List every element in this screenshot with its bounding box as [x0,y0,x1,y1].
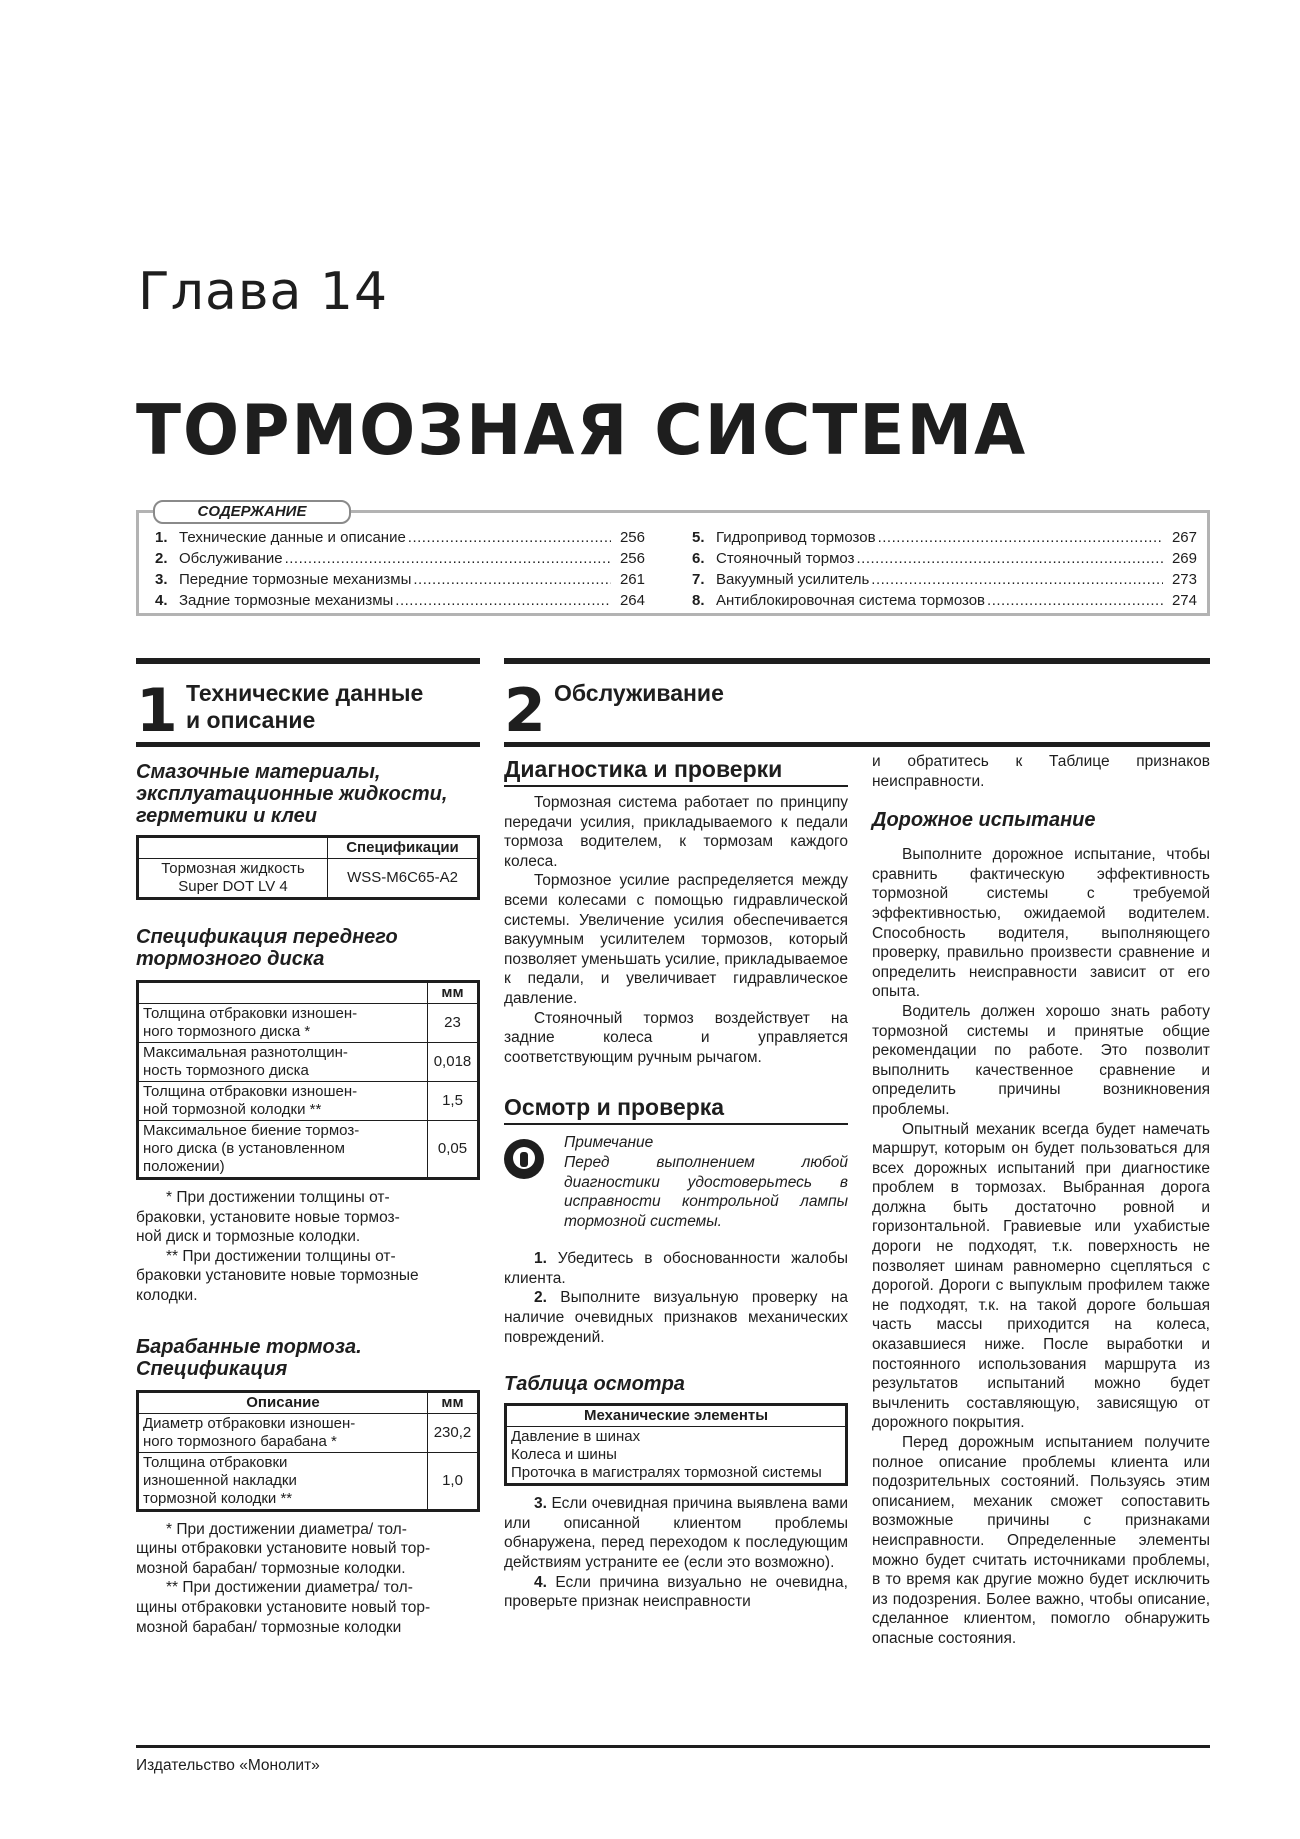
toc-label: СОДЕРЖАНИЕ [153,500,351,524]
inspection-table-heading: Таблица осмотра [504,1373,685,1396]
toc-page: 267 [1171,529,1197,546]
cell-line: ного тормозного барабана * [143,1432,337,1450]
heading-line: Спецификация переднего [136,926,398,948]
paragraph: и обратитесь к Таблице признаков неисправности. [872,753,1210,790]
toc-page: 274 [1171,592,1197,609]
toc-leader [413,569,611,590]
footnote-line: мозной барабан/ тормозные колодки. [136,1559,406,1577]
steps-list-2 [504,1494,848,1612]
cell-line: положении) [143,1158,225,1175]
table-header: Спецификации [328,837,479,859]
list-number: 4. [534,1573,547,1591]
toc-item-label: Задние тормозные механизмы [179,592,394,609]
list-number: 1. [534,1250,547,1268]
toc-page: 256 [619,529,645,546]
table-row [138,1121,479,1179]
paragraph: Выполните дорожное испытание, чтобы сравнить фактическую эффективность тормозной системы с требуемой эффективностью, ожидаемой водителем. Способность водителя, выполняющего проверку, правильно произвести сравнение и определить неисправности зависит от его опыта. [872,846,1210,1001]
list-item [504,1249,848,1288]
toc-page: 264 [619,592,645,609]
footnote [136,1520,480,1579]
toc-num: 7. [692,571,705,588]
publisher-footer: Издательство «Монолит» [136,1757,320,1774]
cell-line: ность тормозного диска [143,1062,309,1079]
table-empty-header [138,982,428,1004]
footnote-line: ** При достижении диаметра/ тол- [166,1579,413,1597]
toc-num: 6. [692,550,705,567]
mech-item: Колеса и шины [511,1446,617,1464]
mech-item: Проточка в магистралях тормозной системы [511,1464,822,1482]
table-header-row [138,982,479,1004]
footnote-line: ** При достижении толщины от- [166,1247,396,1265]
chapter-label: Глава 14 [138,262,389,322]
note-title: Примечание [564,1134,654,1152]
toc-left-column [155,527,645,611]
cell-line: Super DOT LV 4 [178,878,288,895]
section-2-header [504,664,848,746]
table-row [138,1413,479,1452]
cell-line: Толщина отбраковки изношен- [143,1005,358,1022]
toc-leader [395,590,611,611]
toc-leader [285,548,611,569]
toc-item-label: Технические данные и описание [179,529,406,546]
mech-item: Давление в шинах [511,1428,641,1446]
list-item [504,1288,848,1347]
footer-rule [136,1745,1210,1748]
section-rule [136,742,480,747]
toc-item-label: Стояночный тормоз [716,550,855,567]
inspection-table [504,1403,848,1486]
toc-leader [878,527,1163,548]
list-item [504,1494,848,1572]
list-item [504,1573,848,1612]
section-title-line: и описание [186,707,316,733]
toc-item-label: Передние тормозные механизмы [179,571,412,588]
toc-leader [408,527,611,548]
road-test-heading: Дорожное испытание [872,809,1096,832]
footnote [136,1578,480,1637]
cell-line: ного тормозного диска * [143,1023,311,1040]
cell-line: Тормозная жидкость [161,860,305,877]
steps-list [504,1249,848,1347]
drum-table [136,1390,480,1512]
cell-line: Диаметр отбраковки изношен- [143,1414,356,1432]
toc-leader [871,569,1163,590]
list-text: Если очевидная причина выявлена вами или описанной клиентом проблемы обнаружена, перед переходом к последующим действиям устраните ее (если это возможно). [504,1495,848,1572]
table-header-row [138,837,479,859]
table-row [506,1427,847,1485]
front-disc-table [136,980,480,1180]
toc-num: 1. [155,529,168,546]
inspection-heading: Осмотр и проверка [504,1093,848,1125]
footnote-line: ной диск и тормозные колодки. [136,1228,361,1246]
footnote [136,1188,480,1247]
note-block [504,1133,848,1231]
lubricants-heading [136,761,480,827]
toc-item[interactable] [692,590,1197,611]
table-cell [138,1452,428,1510]
table-row [138,1004,479,1043]
section-number: 2 [504,676,546,746]
drum-notes [136,1520,480,1638]
footnote-line: колодки. [136,1286,198,1304]
toc-num: 8. [692,592,705,609]
cell-line: Максимальное биение тормоз- [143,1122,360,1139]
section-1-column [136,658,480,1637]
front-disc-heading [136,926,480,970]
table-cell [138,859,328,899]
toc-right-column [692,527,1197,611]
list-text: Убедитесь в обоснованности жалобы клиента. [504,1250,848,1287]
section-1-header [136,664,480,746]
note-text: Перед выполнением любой диагностики удостоверьтесь в исправности контрольной лампы тормозной системы. [564,1153,848,1230]
paragraph: Опытный механик всегда будет намечать маршрут, которым он будет пользоваться для всех дорожных испытаний при диагностике проблем в тормозах. Выбранная дорога должна быть достаточно ровной и горизонтальной. Гравиевые или ухабистые дороги не подходят, т.к. поверхность не позволяет шинам равномерно сцепляться с дорогой. Дороги с выпуклым профилем также не подходят, т.к. на такой дороге большая часть массы приходится на колеса, оказавшиеся ниже. После выработки и постоянного использования маршрута из результатов испытаний можно будет вычленить составляющую, зависящую от дорожного покрытия. [872,1120,1210,1432]
toc-page: 256 [619,550,645,567]
toc-item-label: Обслуживание [179,550,283,567]
heading-line: Смазочные материалы, [136,761,381,783]
lightbulb-icon [504,1139,544,1179]
table-cell-value: 23 [428,1004,479,1043]
toc-item[interactable] [155,548,645,569]
table-cell [138,1043,428,1082]
toc-leader [987,590,1163,611]
toc-num: 2. [155,550,168,567]
table-cell-value: 1,5 [428,1082,479,1121]
table-empty-header [138,837,328,859]
toc-item[interactable] [692,548,1197,569]
toc-item-label: Антиблокировочная система тормозов [716,592,986,609]
table-cell-value: 1,0 [428,1452,479,1510]
list-text: Выполните визуальную проверку на наличие очевидных признаков механических повреждений. [504,1289,849,1346]
table-header-row [138,1391,479,1413]
cell-line: ного диска (в установленном [143,1140,345,1157]
list-number: 3. [534,1495,547,1513]
column-3 [872,752,1210,1649]
paragraph: Тормозная система работает по принципу передачи усилия, прикладываемого к педали тормоза водителем, к тормозам каждого колеса. [504,794,848,870]
section-title-line: Технические данные [186,680,424,706]
toc-item-label: Вакуумный усилитель [716,571,870,588]
toc-leader [856,548,1163,569]
table-row [138,859,479,899]
cell-line: изношенной накладки [143,1471,297,1489]
toc-num: 5. [692,529,705,546]
cell-line: Максимальная разнотолщин- [143,1044,348,1061]
diagnostics-body [504,793,848,1067]
paragraph: Стояночный тормоз воздействует на задние колеса и управляется соответствующим ручным рычагом. [504,1009,848,1066]
cell-line: ной тормозной колодки ** [143,1101,322,1118]
footnote-line: щины отбраковки установите новый тор- [136,1598,431,1616]
table-header-unit: мм [428,982,479,1004]
table-row [138,1043,479,1082]
toc-item[interactable] [692,527,1197,548]
diagnostics-heading: Диагностика и проверки [504,755,848,787]
front-disc-notes [136,1188,480,1306]
footnote [136,1247,480,1306]
table-row [138,1452,479,1510]
footnote-line: браковки установите новые тормозные [136,1267,419,1285]
table-cell [138,1082,428,1121]
table-cell-value: 0,018 [428,1043,479,1082]
paragraph: Водитель должен хорошо знать работу тормозной системы и принятые общие рекомендации по работе. Это позволит выполнить качественное сравнение и определить причины возникновения проблемы. [872,1002,1210,1118]
table-cell-value: 0,05 [428,1121,479,1179]
section-title: Обслуживание [554,680,724,706]
list-text: Если причина визуально не очевидна, проверьте признак неисправности [504,1573,848,1611]
lubricants-table [136,835,480,900]
footnote-line: * При достижении толщины от- [166,1189,390,1206]
toc-page: 261 [619,571,645,588]
table-header: Описание [138,1391,428,1413]
toc-num: 3. [155,571,168,588]
table-cell [138,1413,428,1452]
page-title: ТОРМОЗНАЯ СИСТЕМА [136,390,1028,471]
section-title [186,680,423,734]
footnote-line: щины отбраковки установите новый тор- [136,1540,431,1558]
table-cell [138,1121,428,1179]
footnote-line: браковки, установите новые тормоз- [136,1208,400,1226]
toc-page: 273 [1171,571,1197,588]
table-cell [138,1004,428,1043]
table-header-unit: мм [428,1391,479,1413]
toc-num: 4. [155,592,168,609]
section-number: 1 [136,676,178,746]
list-number: 2. [534,1289,547,1307]
table-header: Механические элементы [506,1405,847,1427]
cell-line: Толщина отбраковки [143,1453,288,1471]
footnote-line: мозной барабан/ тормозные колодки [136,1618,402,1636]
footnote-line: * При достижении диаметра/ тол- [166,1520,407,1538]
toc-item[interactable] [692,569,1197,590]
road-test-body [872,845,1210,1648]
heading-line: Спецификация [136,1357,288,1380]
toc-item[interactable] [155,527,645,548]
table-row [138,1082,479,1121]
table-cell [506,1427,847,1485]
paragraph: Перед дорожным испытанием получите полное описание проблемы клиента или подозрительных состояний. Пользуясь этим описанием, механик сможет сопоставить возможные причины с признаками неисправности. Определенные элементы можно будет считать источниками проблемы, в то время как другие можно будет исключить из подозрения. Более важно, чтобы описание, сделанное клиентом, помогло обнаружить опасные состояния. [872,1434,1210,1647]
toc-item[interactable] [155,569,645,590]
table-header-row [506,1405,847,1427]
paragraph: Тормозное усилие распределяется между всеми колесами с помощью гидравлической системы. Увеличение усилия обеспечивается вакуумным усилителем тормозов, который позволяет уменьшать усилие, прикладываемое к педали, и увеличивает гидравлическое давление. [504,872,848,1007]
heading-line: тормозного диска [136,948,325,970]
heading-line: эксплуатационные жидкости, [136,783,448,805]
table-cell: WSS-M6C65-A2 [328,859,479,899]
toc-item-label: Гидропривод тормозов [716,529,876,546]
section-2-column [504,658,848,1612]
heading-line: герметики и клеи [136,805,318,827]
toc-page: 269 [1171,550,1197,567]
cell-line: Толщина отбраковки изношен- [143,1083,358,1100]
table-of-contents [136,503,1210,616]
heading-line: Барабанные тормоза. [136,1335,362,1358]
toc-item[interactable] [155,590,645,611]
cell-line: тормозной колодки ** [143,1489,293,1507]
section-rule [504,742,1210,747]
drum-heading [136,1336,480,1380]
table-cell-value: 230,2 [428,1413,479,1452]
